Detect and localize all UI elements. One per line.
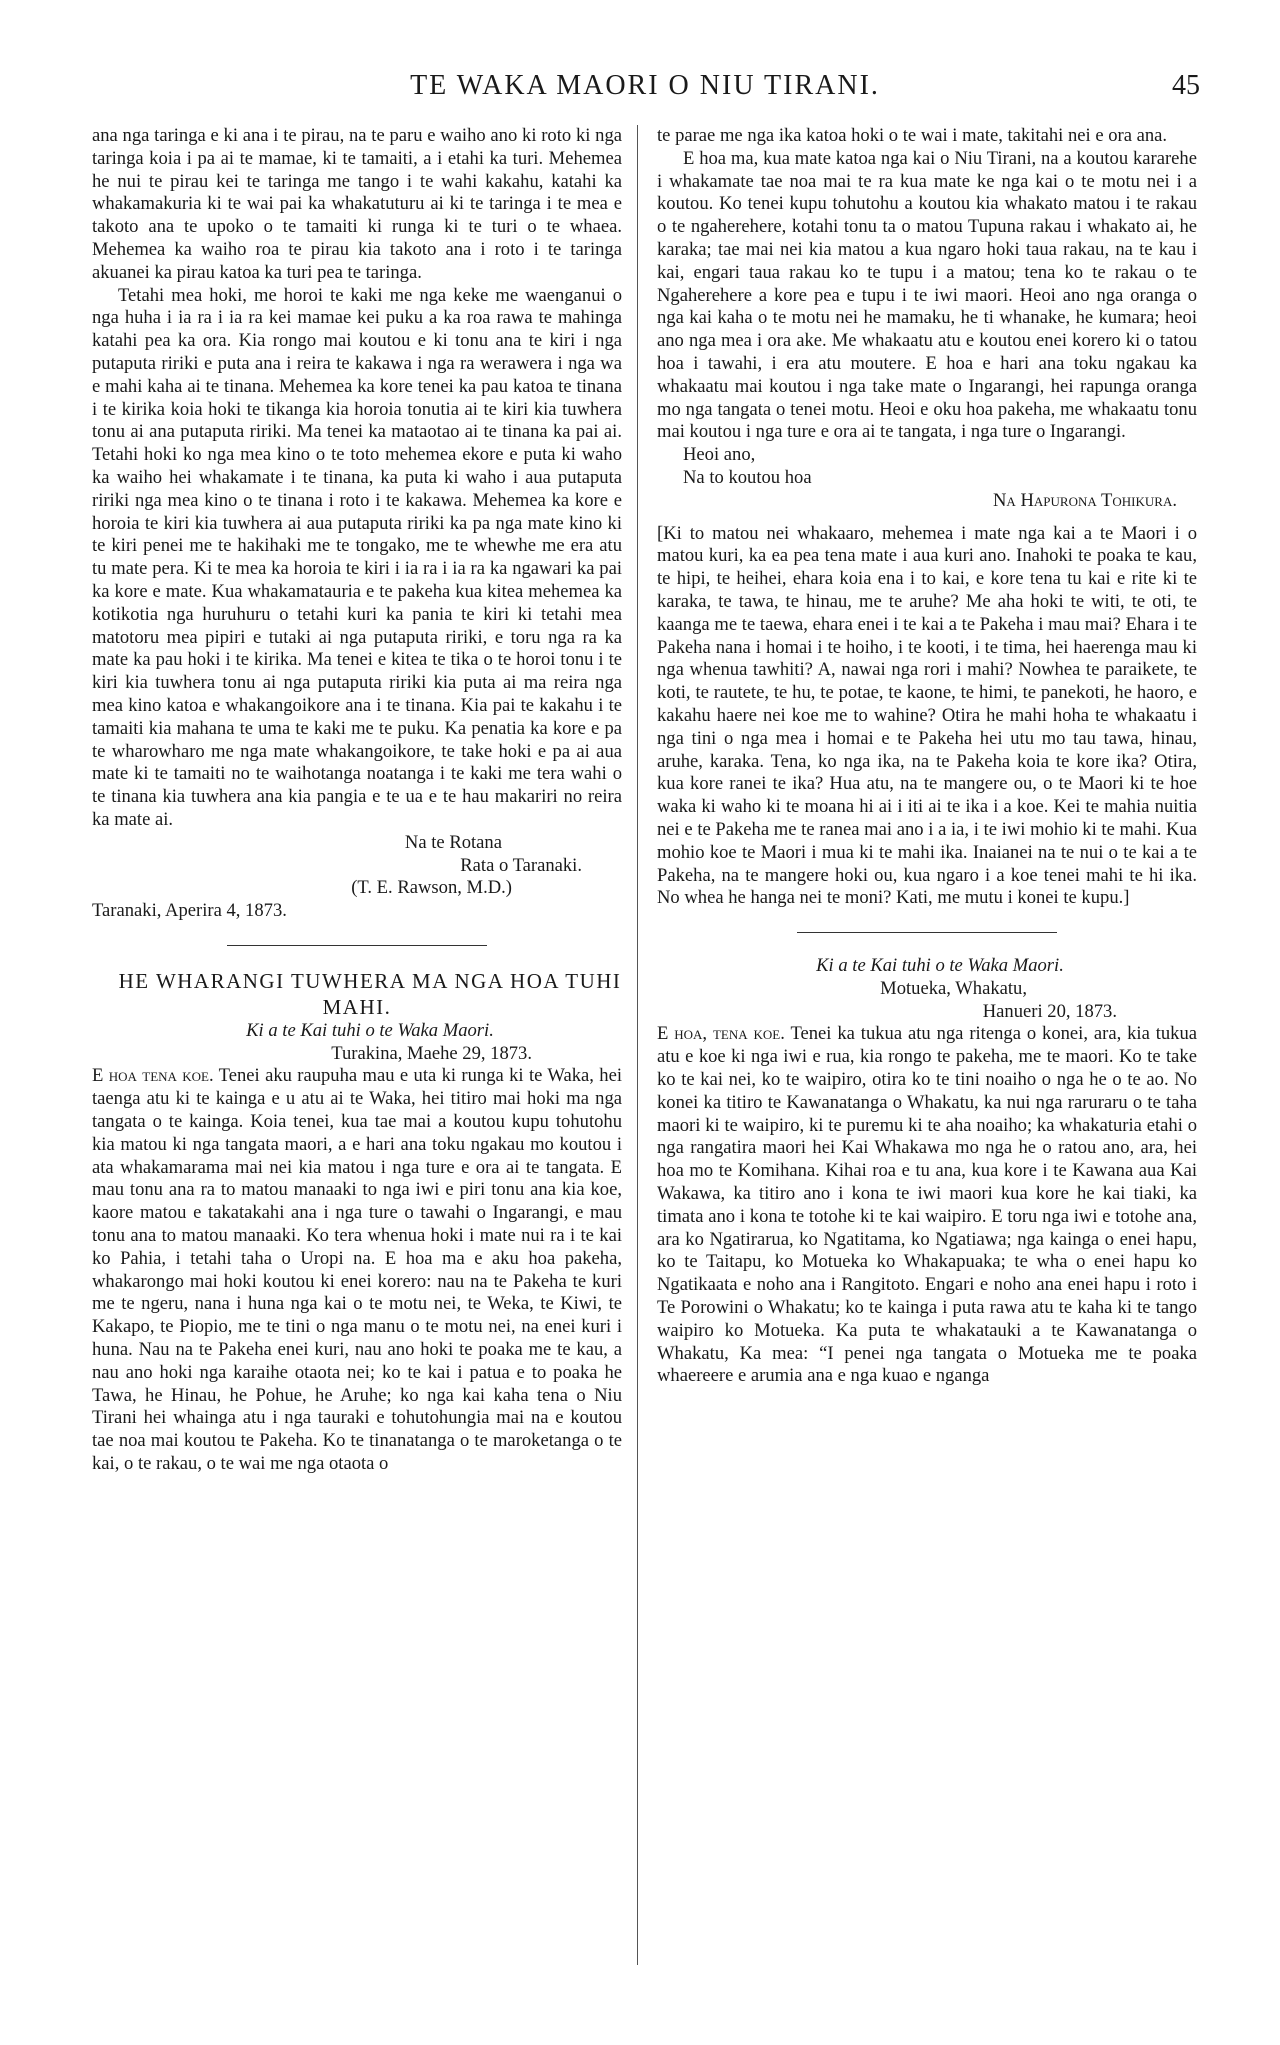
- dateline: Hanueri 20, 1873.: [982, 1000, 1117, 1022]
- article-paragraph: ana nga taringa e ki ana i te pirau, na te paru e waiho ano ki roto ki nga taringa koia i pa ai te mamae, ki te tamaiti, a i etahi ka turi. Mehemea he nui te pirau kei te taringa me tango i te wahi kakahu, katahi ka whakamakuria ki te wai pai ka whakatuturu ai ki te taringa i te mea e takoto ana te upoko o te tamaiti ki runga ki te turi o te whaea. Mehemea ka waiho roa te pirau kia takoto ana i roto i te taringa akuanei ka pirau katoa ka turi pea te taringa.: [92, 125, 622, 283]
- dateline: Taranaki, Aperira 4, 1873.: [92, 900, 287, 922]
- column-divider: [637, 125, 638, 1965]
- page-header: [90, 70, 1200, 110]
- letter-body: [657, 1023, 1197, 1388]
- section-subtitle: Ki a te Kai tuhi o te Waka Maori.: [246, 1019, 494, 1041]
- letter-body: [92, 1065, 622, 1475]
- dateline: Motueka, Whakatu,: [880, 977, 1027, 999]
- closing-line: Heoi ano,: [683, 444, 756, 466]
- signature-line: Na te Rotana: [404, 831, 502, 853]
- article-paragraph: Tetahi mea hoki, me horoi te kaki me nga keke me waenganui o nga huha i ia ra i ia ra kei mamae kei puku a ka roa rawa te mahinga katahi pea ka ora. Kia rongo mai koutou e ki tonu ana te kiri i nga putaputa ririki e puta ana i reira te kakawa i nga ra werawera i nga wa e mahi kaha ai te tinana. Mehemea ka kore tenei ka pau katoa te tinana i te kirika koia hoki te tikanga kia horoia tonutia ai te kiri kia tuwhera tonu ai ana putaputa ririki. Ma tenei ka mataotao ai te tinana ka pai ai. Tetahi hoki ko nga mea kino o te toto mehemea ekore e puta ki waho ka waiho hei whakamate i te tinana, ka puta ki waho i aua putaputa ririki nga mea kino o te tinana i roto i te kakawa. Mehemea ka kore e horoia te kiri kia tuwhera ai aua putaputa ririki ka pa nga mate kino ki te kiri penei me te hakihaki me te tongako, me te whewhe me era atu tu mate pera. Ki te mea ka horoia te kiri i ia ra i ia ra ka ngawari ka pai ka kore e mate. Kua whakamatauria e te pakeha kua kitea mehemea ka kotikotia nga huruhuru o tetahi kuri ka pania te kiri ki tetahi mea matotoru mea pipiri e tutaki ai nga putaputa ririki, e toru nga ra ka mate ka pau hoki i te kirika. Ma tenei e kitea te tika o te horoi tonu i te kiri kia tuwhera tonu ai nga putaputa ririki kia puta ai ma reira nga mea kino katoa e whakangoikore ana i te tinana. Kia pai te kakahu i te tamaiti kia mahana te uma te kaki me te puku. Ka penatia ka kore e pa te wharowharo me nga mate whakangoikore, te take hoki e pa ai aua mate ki te tamaiti no te waihotanga noatanga i te kaki me tera wahi o te tinana kia tuwhera ana kia pangia e te ua e te hau makariri no reira ka mate ai.: [92, 284, 622, 830]
- section-separator: [797, 932, 1057, 933]
- right-column: [657, 125, 1197, 1388]
- page-title: TE WAKA MAORI O NIU TIRANI.: [410, 70, 880, 101]
- closing-line: Na to koutou hoa: [683, 466, 812, 488]
- salutation: E hoa tena koe.: [92, 1065, 214, 1087]
- article-paragraph: E hoa ma, kua mate katoa nga kai o Niu Tirani, na a koutou kararehe i whakamate tae noa mai te ra kua mate ke nga kai o te motu nei i a koutou. Ko tenei kupu tohutohu a koutou kia whakato matou i te rakau o te ngaherehere, kotahi tonu ta o matou Tupuna rakau i whakato ai, he karaka; tae mai nei kia matou a kua ngaro hoki taua rakau, na te kau i kai, engari taua rakau ko te tupu i a matou; tena ko te rakau o te Ngaherehere a kore pea e tupu i te iwi maori. Heoi ano nga oranga o nga kai kaha o te motu nei he mamaku, he ti whanake, he kumara; heoi ano nga mea i ora ake. Me whakaatu atu e koutou enei korero ki o tatou hoa i tawahi, i era atu moutere. E hoa e hari ana toku ngakau ka whakaatu mai koutou i nga take mate o Ingarangi, hei rapunga oranga mo nga tangata o tenei motu. Heoi e oku hoa pakeha, me whakaatu tonu mai koutou i nga ture e ora ai te tangata, i nga ture o Ingarangi.: [657, 147, 1197, 443]
- page-number: 45: [1172, 70, 1200, 101]
- section-separator: [227, 945, 487, 946]
- letter-text: Tenei ka tukua atu nga ritenga o konei, ara, kia tukua atu e koe ki nga iwi e rua, kia rongo te pakeha, me te maori. Ko te take ko te kai nei, ko te waipiro, otira ko te tini noaiho o nga he o te ao. No konei ka titiro te Kawanatanga o Whakatu, ka nui nga raruraru o te taha maori ki te waipiro, ki te puremu ki te aha noaiho; ka whakaturia etahi o nga rangatira maori hei Kai Whakawa mo nga he o ratou ano, ara, hei hoa mo te Komihana. Kihai roa e tu ana, kua kore i te Kawana aua Kai Wakawa, ka titiro ano i kona te iwi maori kua kore he kai tiaki, ka timata ano i kona te totohe ki te kai waipiro. E toru nga iwi e totohe ana, ara ko Ngatirarua, ko Ngatitama, ko Ngatiawa; nga kainga o enei hapu, ko te Taitapu, ko Motueka ko Whakapuaka; te wha o enei hapu ko Ngatikaata e noho ana i Rangitoto. Engari e noho ana enei hapu i roto i Te Porowini o Whakatu; ko te kainga i puta rawa atu te kaha ki te tango waipiro ko Motueka. Ka puta te whakatauki a te Kawanatanga o Whakatu, Ka mea: “I penei nga tangata o Motueka me te poaka whaereere e arumia ana e nga kuao e nganga: [657, 1023, 1198, 1387]
- signature-line: Na Hapurona Tohikura.: [993, 489, 1177, 511]
- salutation: E hoa, tena koe.: [657, 1023, 785, 1045]
- signature-line: (T. E. Rawson, M.D.): [351, 877, 512, 899]
- dateline: Turakina, Maehe 29, 1873.: [331, 1042, 532, 1064]
- left-column: [92, 125, 622, 1476]
- letter-text: Tenei aku raupuha mau e uta ki runga ki te Waka, hei taenga atu ki te kainga e u atu ai te Waka, hei titiro mai hoki ma nga tangata o te kainga. Koia tenei, kua tae mai a koutou kupu tohutohu kia matou ki nga tangata maori, a e hari ana toku ngakau mo koutou i ata whakamarama mai nei kia matou i nga ture e ora ai te tangata. E mau tonu ana ra to matou manaaki to nga iwi e piri tonu ana kia koe, kaore matou e takatakahi ana i nga ture o tawahi o Ingarangi, e mau tonu ana to matou manaaki. Ko tera whenua hoki i mate nui ra i te kai ko Pahia, i tetahi taha o Uropi na. E hoa ma e aku hoa pakeha, whakarongo mai hoki koutou ki enei korero: nau na te Pakeha te kuri me te ngeru, nana i huna nga kai o te motu nei, te Weka, te Kiwi, te Kakapo, te Piopio, me te tini o nga manu o te motu nei, na enei kuri i huna. Nau na te Pakeha enei kuri, nau ano hoki te poaka me te kau, a nau ano hoki nga karaihe otaota nei; ko te kai i patua e to poaka he Tawa, he Hinau, he Pohue, he Aruhe; ko nga kai kaha tena o Niu Tirani hei whainga atu i nga tauraki e tohutohungia mai na e koutou tae noa mai koutou te Pakeha. Ko te tinanatanga o te maroketanga o te kai, o te rakau, o te wai me nga otaota o: [92, 1065, 622, 1475]
- signature-line: Rata o Taranaki.: [460, 854, 582, 876]
- article-paragraph: te parae me nga ika katoa hoki o te wai i mate, takitahi nei e ora ana.: [657, 125, 1168, 146]
- section-title: HE WHARANGI TUWHERA MA NGA HOA TUHI MAHI.: [118, 968, 622, 1019]
- editor-note: [Ki to matou nei whakaaro, mehemea i mate nga kai a te Maori i o matou kuri, ka ea pea tena mate i aua kuri ano. Inahoki te poaka te kau, te hipi, te heihei, ehara koia ena i to kai, e kore tena tu kai e rite ki te karaka, te tawa, te hinau, me te aruhe? Me aha hoki te witi, te oti, te kaanga me te taewa, ehara enei i te kai a te Pakeha i mau mai? Ehara i te Pakeha nana i homai i te hoiho, i te kooti, i te tima, hei haerenga mau ki nga whenua tawhiti? A, nawai nga rori i mahi? Nowhea te paraikete, te koti, te rautete, te hu, te potae, te kaone, te himi, te panekoti, he haoro, e kakahu haere nei koe me to wahine? Otira he mahi hoha te whakaatu i nga tini o nga mea i homai e te Pakeha hei utu mo tau tawa, hinau, aruhe, karaka. Tena, ko nga ika, na te Pakeha koia te kore ika? Otira, kua kore ranei te ika? Hua atu, na te mangere ou, o te Maori ki te hoe waka ki waho ki te moana hi ai i iti ai te ika i a koe. Kei te mahia nuitia nei e te Pakeha me te ranea mai ano i a ia, i te iwi mohio ki te mahi. Kua mohio koe te Maori i mua ki te mahi ika. Inaianei na te nui o te kai a te Pakeha, na te mangere hoki ou, kua ngaro i a koe tenei mahi te hi ika. No whea he hanga nei te moni? Kati, me mutu i konei te kupu.]: [657, 522, 1197, 909]
- section-subtitle: Ki a te Kai tuhi o te Waka Maori.: [816, 955, 1064, 977]
